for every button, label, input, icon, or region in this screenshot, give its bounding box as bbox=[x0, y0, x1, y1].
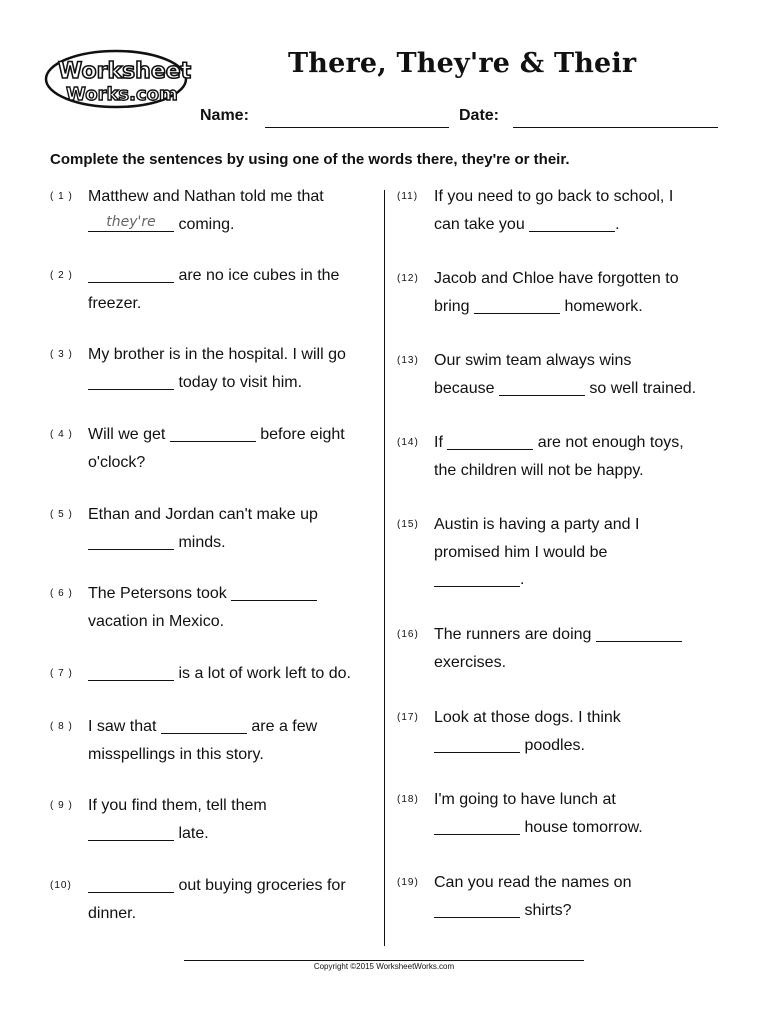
question-line bbox=[88, 580, 317, 608]
copyright-footer: Copyright ©2015 WorksheetWorks.com bbox=[313, 962, 455, 971]
question-line bbox=[434, 183, 673, 211]
question-text-segment: are a few bbox=[246, 718, 318, 735]
question-line bbox=[434, 649, 682, 677]
question-text-segment: are no ice cubes in the bbox=[174, 267, 340, 284]
page-title: There, They're & Their bbox=[288, 48, 637, 79]
answer-blank[interactable] bbox=[88, 875, 174, 893]
answer-blank[interactable] bbox=[88, 265, 174, 283]
question-text bbox=[434, 704, 621, 759]
question-line bbox=[88, 183, 324, 211]
question-text-segment: If bbox=[434, 434, 448, 451]
question-number: (15) bbox=[397, 519, 419, 530]
question-line bbox=[434, 265, 679, 293]
date-field[interactable] bbox=[513, 127, 718, 128]
question-text-segment: out buying groceries for bbox=[174, 877, 346, 894]
answer-blank[interactable] bbox=[88, 532, 174, 550]
question-line bbox=[434, 293, 679, 321]
question-number: ( 8 ) bbox=[50, 721, 73, 732]
answer-blank[interactable] bbox=[88, 214, 174, 232]
question-text-segment: the children will not be happy. bbox=[434, 461, 644, 479]
question-text bbox=[88, 262, 339, 317]
question-line bbox=[88, 529, 318, 557]
question-text-segment: shirts? bbox=[520, 901, 572, 919]
question-number: ( 1 ) bbox=[50, 191, 73, 202]
name-field[interactable] bbox=[265, 127, 449, 128]
worksheetworks-logo bbox=[44, 48, 194, 110]
question-number: (14) bbox=[397, 437, 419, 448]
logo-text-worksheet: Worksheet bbox=[58, 59, 192, 84]
question-line bbox=[434, 621, 682, 649]
question-number: (13) bbox=[397, 355, 419, 366]
question-text bbox=[434, 347, 696, 402]
question-text-segment: can take you bbox=[434, 215, 530, 233]
question-line bbox=[88, 449, 345, 477]
question-text bbox=[88, 501, 318, 556]
question-text-segment: exercises. bbox=[434, 653, 507, 671]
question-text-segment: Can you read the names on bbox=[434, 874, 632, 891]
question-text-segment: late. bbox=[174, 824, 209, 842]
answer-blank[interactable] bbox=[447, 432, 533, 450]
question-line bbox=[434, 457, 684, 485]
question-line bbox=[434, 511, 639, 539]
question-text-segment: Our swim team always wins bbox=[434, 352, 632, 369]
answer-blank[interactable] bbox=[434, 900, 520, 918]
question-text-segment: I saw that bbox=[88, 718, 161, 735]
question-text-segment: The runners are doing bbox=[434, 626, 596, 643]
answer-blank[interactable] bbox=[434, 569, 520, 587]
answer-blank[interactable] bbox=[499, 378, 585, 396]
question-text bbox=[88, 660, 351, 688]
question-number: ( 3 ) bbox=[50, 349, 73, 360]
date-label: Date: bbox=[459, 107, 500, 124]
question-number: (17) bbox=[397, 712, 419, 723]
question-line bbox=[88, 820, 267, 848]
question-line bbox=[88, 792, 267, 820]
answer-blank[interactable] bbox=[434, 735, 520, 753]
question-text-segment: freezer. bbox=[88, 294, 142, 312]
question-text-segment: vacation in Mexico. bbox=[88, 612, 225, 630]
example-answer: they're bbox=[106, 213, 156, 230]
question-text-segment: so well trained. bbox=[584, 379, 697, 397]
question-text-segment: is a lot of work left to do. bbox=[174, 665, 351, 682]
question-text-segment: . bbox=[520, 571, 525, 588]
question-text-segment: homework. bbox=[560, 297, 643, 315]
question-text bbox=[434, 621, 682, 676]
answer-blank[interactable] bbox=[596, 624, 682, 642]
question-line bbox=[88, 290, 339, 318]
question-line bbox=[434, 211, 673, 239]
answer-blank[interactable] bbox=[161, 716, 247, 734]
question-text-segment: If you need to go back to school, I bbox=[434, 188, 674, 205]
answer-blank[interactable] bbox=[88, 823, 174, 841]
instructions: Complete the sentences by using one of the words there, they're or their. bbox=[50, 151, 570, 168]
question-text bbox=[434, 511, 639, 594]
question-number: ( 4 ) bbox=[50, 429, 73, 440]
question-number: ( 9 ) bbox=[50, 800, 73, 811]
question-line bbox=[88, 501, 318, 529]
question-text-segment: Ethan and Jordan can't make up bbox=[88, 506, 318, 523]
question-line bbox=[434, 566, 639, 594]
question-text-segment: Will we get bbox=[88, 426, 170, 443]
question-line bbox=[88, 900, 346, 928]
question-line bbox=[88, 660, 351, 688]
question-text bbox=[88, 421, 345, 476]
answer-blank[interactable] bbox=[170, 424, 256, 442]
question-line bbox=[88, 741, 317, 769]
question-text-segment: Matthew and Nathan told me that bbox=[88, 188, 324, 205]
question-text-segment: Austin is having a party and I bbox=[434, 516, 640, 533]
question-text-segment: because bbox=[434, 379, 499, 397]
question-number: ( 7 ) bbox=[50, 668, 73, 679]
question-text-segment: house tomorrow. bbox=[520, 818, 643, 836]
question-text-segment: I'm going to have lunch at bbox=[434, 791, 616, 808]
question-number: (18) bbox=[397, 794, 419, 805]
answer-blank[interactable] bbox=[88, 372, 174, 390]
question-line bbox=[434, 539, 639, 567]
question-text bbox=[434, 786, 643, 841]
question-line bbox=[434, 814, 643, 842]
question-line bbox=[88, 211, 324, 239]
question-text-segment: . bbox=[615, 215, 620, 233]
question-number: (16) bbox=[397, 629, 419, 640]
question-line bbox=[88, 341, 346, 369]
question-text bbox=[88, 792, 267, 847]
footer-rule bbox=[184, 960, 584, 961]
question-text-segment: My brother is in the hospital. I will go bbox=[88, 346, 346, 363]
question-text-segment: today to visit him. bbox=[174, 373, 303, 391]
question-text-segment: o'clock? bbox=[88, 453, 146, 471]
answer-blank[interactable] bbox=[474, 296, 560, 314]
question-line bbox=[434, 732, 621, 760]
question-text bbox=[434, 265, 679, 320]
question-text bbox=[88, 580, 317, 635]
question-text bbox=[88, 183, 324, 238]
question-line bbox=[88, 713, 317, 741]
answer-blank[interactable] bbox=[231, 583, 317, 601]
question-line bbox=[434, 375, 696, 403]
question-text-segment: Jacob and Chloe have forgotten to bbox=[434, 270, 679, 287]
question-text bbox=[434, 429, 684, 484]
question-text bbox=[88, 713, 317, 768]
question-line bbox=[88, 608, 317, 636]
question-text-segment: minds. bbox=[174, 533, 226, 551]
question-text-segment: poodles. bbox=[520, 736, 585, 754]
question-text-segment: If you find them, tell them bbox=[88, 797, 267, 814]
question-line bbox=[434, 897, 631, 925]
name-label: Name: bbox=[200, 107, 249, 124]
question-number: (11) bbox=[397, 191, 419, 202]
question-line bbox=[88, 872, 346, 900]
question-text-segment: Look at those dogs. I think bbox=[434, 709, 621, 726]
question-number: (12) bbox=[397, 273, 419, 284]
question-text-segment: The Petersons took bbox=[88, 585, 232, 602]
question-text bbox=[88, 872, 346, 927]
question-line bbox=[434, 704, 621, 732]
question-number: ( 2 ) bbox=[50, 270, 73, 281]
question-text bbox=[88, 341, 346, 396]
question-text-segment: misspellings in this story. bbox=[88, 745, 264, 763]
question-text-segment: dinner. bbox=[88, 904, 137, 922]
question-text bbox=[434, 183, 673, 238]
question-text bbox=[434, 869, 631, 924]
question-line bbox=[434, 869, 631, 897]
question-text-segment: coming. bbox=[174, 215, 235, 233]
question-line bbox=[88, 421, 345, 449]
answer-blank[interactable] bbox=[434, 817, 520, 835]
question-line bbox=[434, 429, 684, 457]
question-number: ( 6 ) bbox=[50, 588, 73, 599]
question-line bbox=[88, 262, 339, 290]
question-text-segment: promised him I would be bbox=[434, 543, 608, 561]
question-text-segment: are not enough toys, bbox=[533, 434, 684, 451]
question-number: (10) bbox=[50, 880, 72, 891]
question-number: ( 5 ) bbox=[50, 509, 73, 520]
question-line bbox=[434, 347, 696, 375]
question-line bbox=[434, 786, 643, 814]
answer-blank[interactable] bbox=[88, 663, 174, 681]
logo-text-works: Works.com bbox=[66, 84, 178, 105]
question-text-segment: before eight bbox=[255, 426, 345, 443]
answer-blank[interactable] bbox=[529, 214, 615, 232]
question-line bbox=[88, 369, 346, 397]
question-number: (19) bbox=[397, 877, 419, 888]
question-text-segment: bring bbox=[434, 297, 475, 315]
column-divider bbox=[384, 190, 385, 946]
